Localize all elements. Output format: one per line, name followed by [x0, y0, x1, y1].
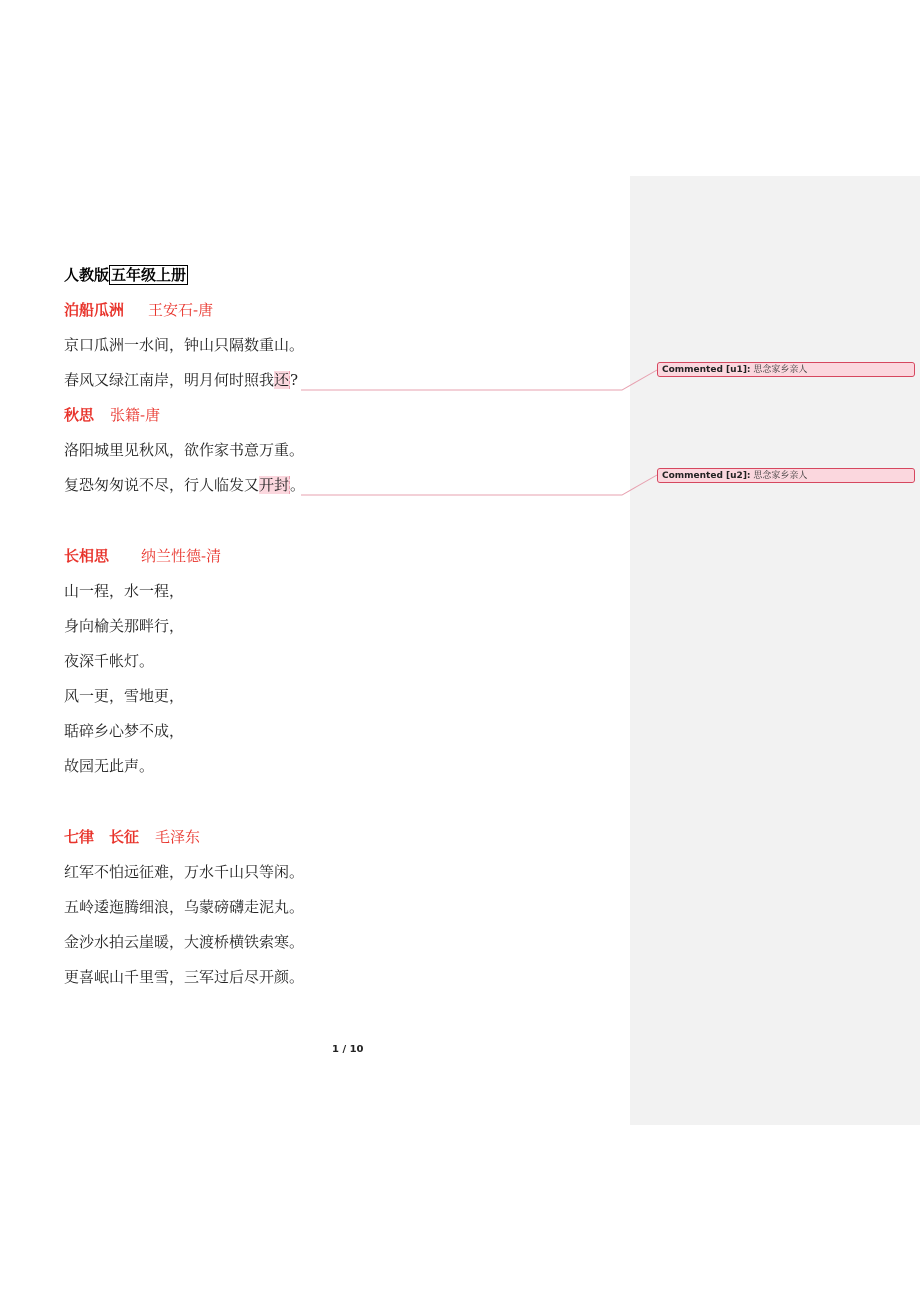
poem-title: 长相思: [64, 547, 110, 565]
comment-label: Commented [u2]:: [662, 471, 751, 481]
comment-text: 思念家乡亲人: [753, 365, 808, 375]
commented-text-2[interactable]: 开封: [259, 476, 290, 494]
comment-balloon-1[interactable]: [657, 362, 915, 377]
poem-line: [64, 475, 305, 495]
poem-line: 故园无此声。: [64, 757, 155, 775]
poem-title: 泊船瓜洲: [64, 301, 125, 319]
poem-line: 红军不怕远征难，万水千山只等闲。: [64, 863, 305, 881]
poem-line: 夜深千帐灯。: [64, 652, 155, 670]
poem-line: 身向榆关那畔行，: [64, 617, 185, 635]
line-text: 春风又绿江南岸，明月何时照我: [64, 371, 275, 389]
line-punct: ?: [290, 371, 299, 389]
page-number: 1 / 10: [332, 1044, 364, 1055]
poem-line: 山一程，水一程，: [64, 582, 185, 600]
poem-title: 七律 长征: [64, 828, 140, 846]
line-text: 复恐匆匆说不尽，行人临发又: [64, 476, 260, 494]
poem-line: 风一更，雪地更，: [64, 687, 185, 705]
line-punct: 。: [290, 476, 306, 494]
poem-heading: [64, 546, 221, 566]
heading-grade: 五年级上册: [111, 266, 187, 284]
document-heading: [64, 265, 188, 285]
poem-author: 毛泽东: [155, 828, 201, 846]
poem-line: 金沙水拍云崖暖，大渡桥横铁索寒。: [64, 933, 305, 951]
poem-author: 王安石-唐: [148, 301, 214, 319]
heading-prefix: 人教版: [64, 266, 110, 284]
commented-text-1[interactable]: 还: [274, 371, 290, 389]
poem-line: 更喜岷山千里雪，三军过后尽开颜。: [64, 968, 305, 986]
comment-balloon-2[interactable]: [657, 468, 915, 483]
poem-line: 聒碎乡心梦不成，: [64, 722, 185, 740]
poem-line: 京口瓜洲一水间，钟山只隔数重山。: [64, 336, 305, 354]
poem-author: 张籍-唐: [110, 406, 161, 424]
poem-title: 秋思: [64, 406, 95, 424]
poem-heading: [64, 827, 200, 847]
comment-label: Commented [u1]:: [662, 365, 751, 375]
comment-text: 思念家乡亲人: [753, 471, 808, 481]
poem-line: 洛阳城里见秋风，欲作家书意万重。: [64, 441, 305, 459]
poem-heading: [64, 300, 213, 320]
poem-line: [64, 370, 298, 390]
poem-heading: [64, 405, 160, 425]
poem-author: 纳兰性德-清: [141, 547, 222, 565]
poem-line: 五岭逶迤腾细浪，乌蒙磅礴走泥丸。: [64, 898, 305, 916]
